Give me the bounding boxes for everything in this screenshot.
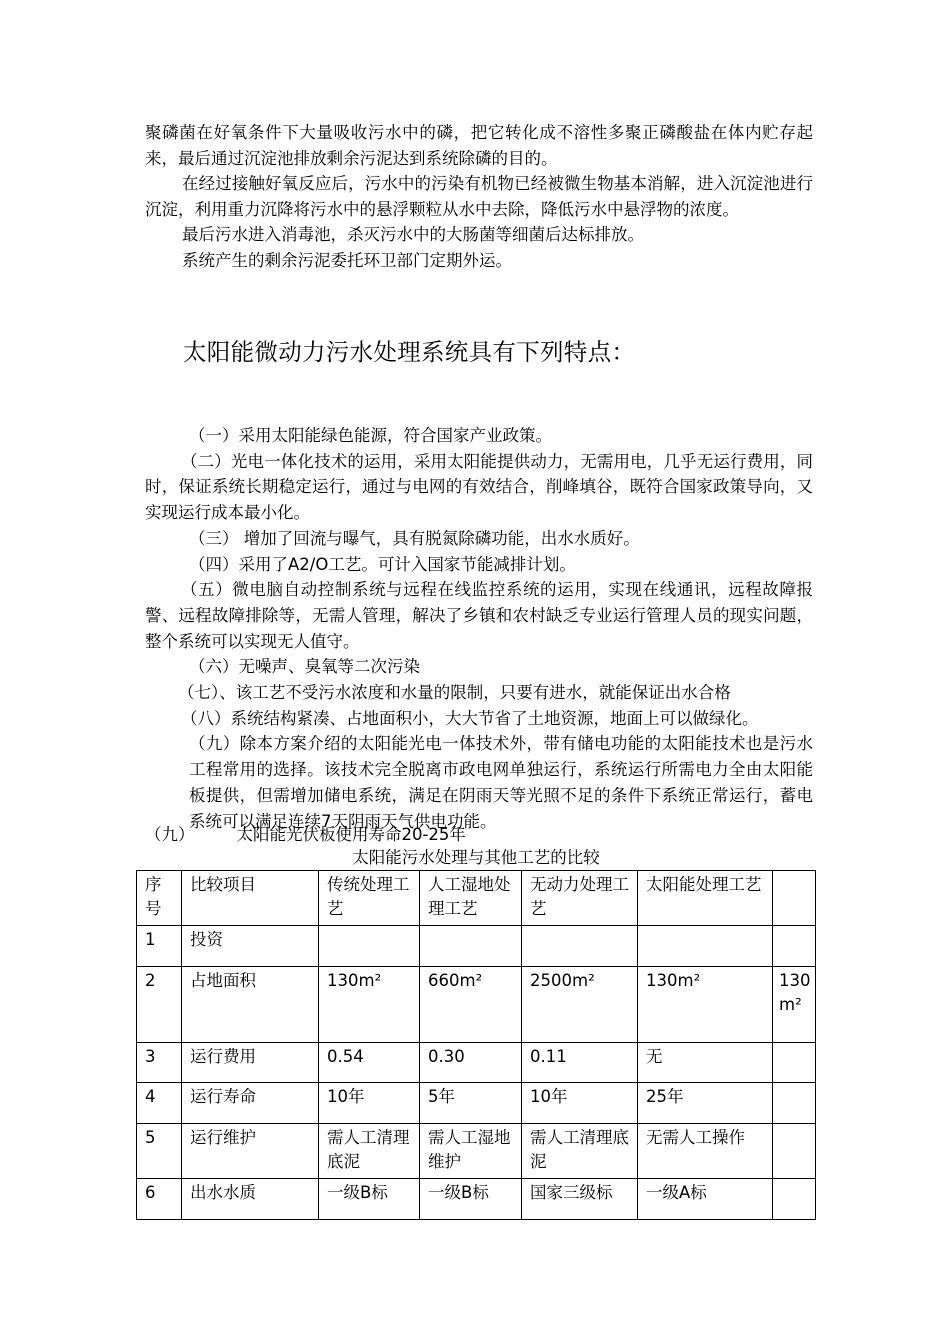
table-row	[137, 926, 816, 967]
table-cell: 3	[137, 1043, 182, 1083]
header-cell-item: 比较项目	[182, 871, 319, 926]
feature-item-1: （一）采用太阳能绿色能源，符合国家产业政策。	[189, 426, 552, 445]
table-cell: 2500m²	[522, 967, 638, 1043]
intro-section	[145, 120, 813, 273]
table-cell: 660m²	[420, 967, 522, 1043]
table-cell: 130m²	[638, 967, 773, 1043]
table-cell: 5年	[420, 1083, 522, 1124]
table-cell: 一级B标	[319, 1179, 420, 1220]
table-header-row	[137, 871, 816, 926]
table-cell: 需人工清理底泥	[319, 1124, 420, 1179]
table-cell: 0.11	[522, 1043, 638, 1083]
table-cell: 无	[638, 1043, 773, 1083]
intro-paragraph-1: 聚磷菌在好氧条件下大量吸收污水中的磷，把它转化成不溶性多聚正磷酸盐在体内贮存起来，最后通过沉淀池排放剩余污泥达到系统除磷的目的。	[145, 123, 813, 168]
header-cell-unpowered: 无动力处理工艺	[522, 871, 638, 926]
feature-item-5: （五）微电脑自动控制系统与远程在线监控系统的运用，实现在线通讯，远程故障报警、远程故障排除等，无需人管理，解决了乡镇和农村缺乏专业运行管理人员的现实问题，整个系统可以实现无人值守。	[145, 580, 813, 651]
table-cell: 一级A标	[638, 1179, 773, 1220]
table-cell	[773, 1043, 816, 1083]
feature-item-7: （七）、该工艺不受污水浓度和水量的限制，只要有进水，就能保证出水合格	[178, 683, 731, 703]
lifespan-text: 太阳能光伏板使用寿命20-25年	[236, 825, 466, 844]
table-cell: 0.54	[319, 1043, 420, 1083]
table-cell: 需人工清理底泥	[522, 1124, 638, 1179]
feature-item-3: （三） 增加了回流与曝气，具有脱氮除磷功能，出水水质好。	[189, 528, 640, 548]
table-cell: 130m²	[319, 967, 420, 1043]
header-cell-index: 序号	[137, 871, 182, 926]
lifespan-marker: （九）	[145, 825, 195, 844]
table-cell	[773, 1083, 816, 1124]
table-row	[137, 1179, 816, 1220]
table-cell: 2	[137, 967, 182, 1043]
table-cell: 0.30	[420, 1043, 522, 1083]
table-row	[137, 1124, 816, 1179]
table-cell: 5	[137, 1124, 182, 1179]
table-cell: 运行维护	[182, 1124, 319, 1179]
table-cell: 6	[137, 1179, 182, 1220]
table-title: 太阳能污水处理与其他工艺的比较	[352, 848, 600, 867]
table-cell: 10年	[319, 1083, 420, 1124]
feature-item-4: （四）采用了A2/O工艺。可计入国家节能减排计划。	[189, 554, 576, 574]
table-cell: 130m²	[773, 967, 816, 1043]
comparison-table	[136, 870, 816, 1220]
table-cell	[319, 926, 420, 967]
header-cell-traditional: 传统处理工艺	[319, 871, 420, 926]
header-cell-wetland: 人工湿地处理工艺	[420, 871, 522, 926]
table-cell: 25年	[638, 1083, 773, 1124]
table-cell	[773, 1124, 816, 1179]
table-cell: 4	[137, 1083, 182, 1124]
intro-paragraph-4: 系统产生的剩余污泥委托环卫部门定期外运。	[182, 250, 512, 270]
table-row	[137, 1043, 816, 1083]
table-cell: 一级B标	[420, 1179, 522, 1220]
feature-item-2: （二）光电一体化技术的运用，采用太阳能提供动力，无需用电，几乎无运行费用，同时，保证系统长期稳定运行，通过与电网的有效结合，削峰填谷，既符合国家政策导向，又实现运行成本最小化。	[145, 451, 813, 523]
table-cell: 运行费用	[182, 1043, 319, 1083]
header-cell-extra	[773, 871, 816, 926]
table-cell: 国家三级标	[522, 1179, 638, 1220]
table-row	[137, 1083, 816, 1124]
table-cell: 占地面积	[182, 967, 319, 1043]
table-cell	[420, 926, 522, 967]
header-cell-solar: 太阳能处理工艺	[638, 871, 773, 926]
feature-item-8: （八）系统结构紧凑、占地面积小，大大节省了土地资源，地面上可以做绿化。	[181, 708, 759, 728]
table-cell	[638, 926, 773, 967]
table-cell	[773, 926, 816, 967]
table-cell: 需人工湿地维护	[420, 1124, 522, 1179]
feature-item-6: （六）无噪声、臭氧等二次污染	[189, 657, 420, 677]
table-cell: 出水水质	[182, 1179, 319, 1220]
intro-paragraph-2: 在经过接触好氧反应后，污水中的污染有机物已经被微生物基本消解，进入沉淀池进行沉淀，利用重力沉降将污水中的悬浮颗粒从水中去除，降低污水中悬浮物的浓度。	[145, 174, 813, 219]
table-cell: 无需人工操作	[638, 1124, 773, 1179]
table-cell: 10年	[522, 1083, 638, 1124]
table-cell: 1	[137, 926, 182, 967]
table-cell: 运行寿命	[182, 1083, 319, 1124]
table-cell: 投资	[182, 926, 319, 967]
intro-paragraph-3: 最后污水进入消毒池，杀灭污水中的大肠菌等细菌后达标排放。	[182, 225, 644, 244]
features-list	[145, 423, 813, 834]
feature-item-9: （九）除本方案介绍的太阳能光电一体技术外，带有储电功能的太阳能技术也是污水工程常用的选择。该技术完全脱离市政电网单独运行，系统运行所需电力全由太阳能板提供，但需增加储电系统，满足在阴雨天等光照不足的条件下系统正常运行，蓄电系统可以满足连续7天阴雨天气供电功能。	[189, 734, 813, 831]
section-heading: 太阳能微动力污水处理系统具有下列特点：	[183, 338, 636, 366]
table-cell	[522, 926, 638, 967]
panel-lifespan-line	[145, 823, 466, 846]
table-row	[137, 967, 816, 1043]
table-cell	[773, 1179, 816, 1220]
